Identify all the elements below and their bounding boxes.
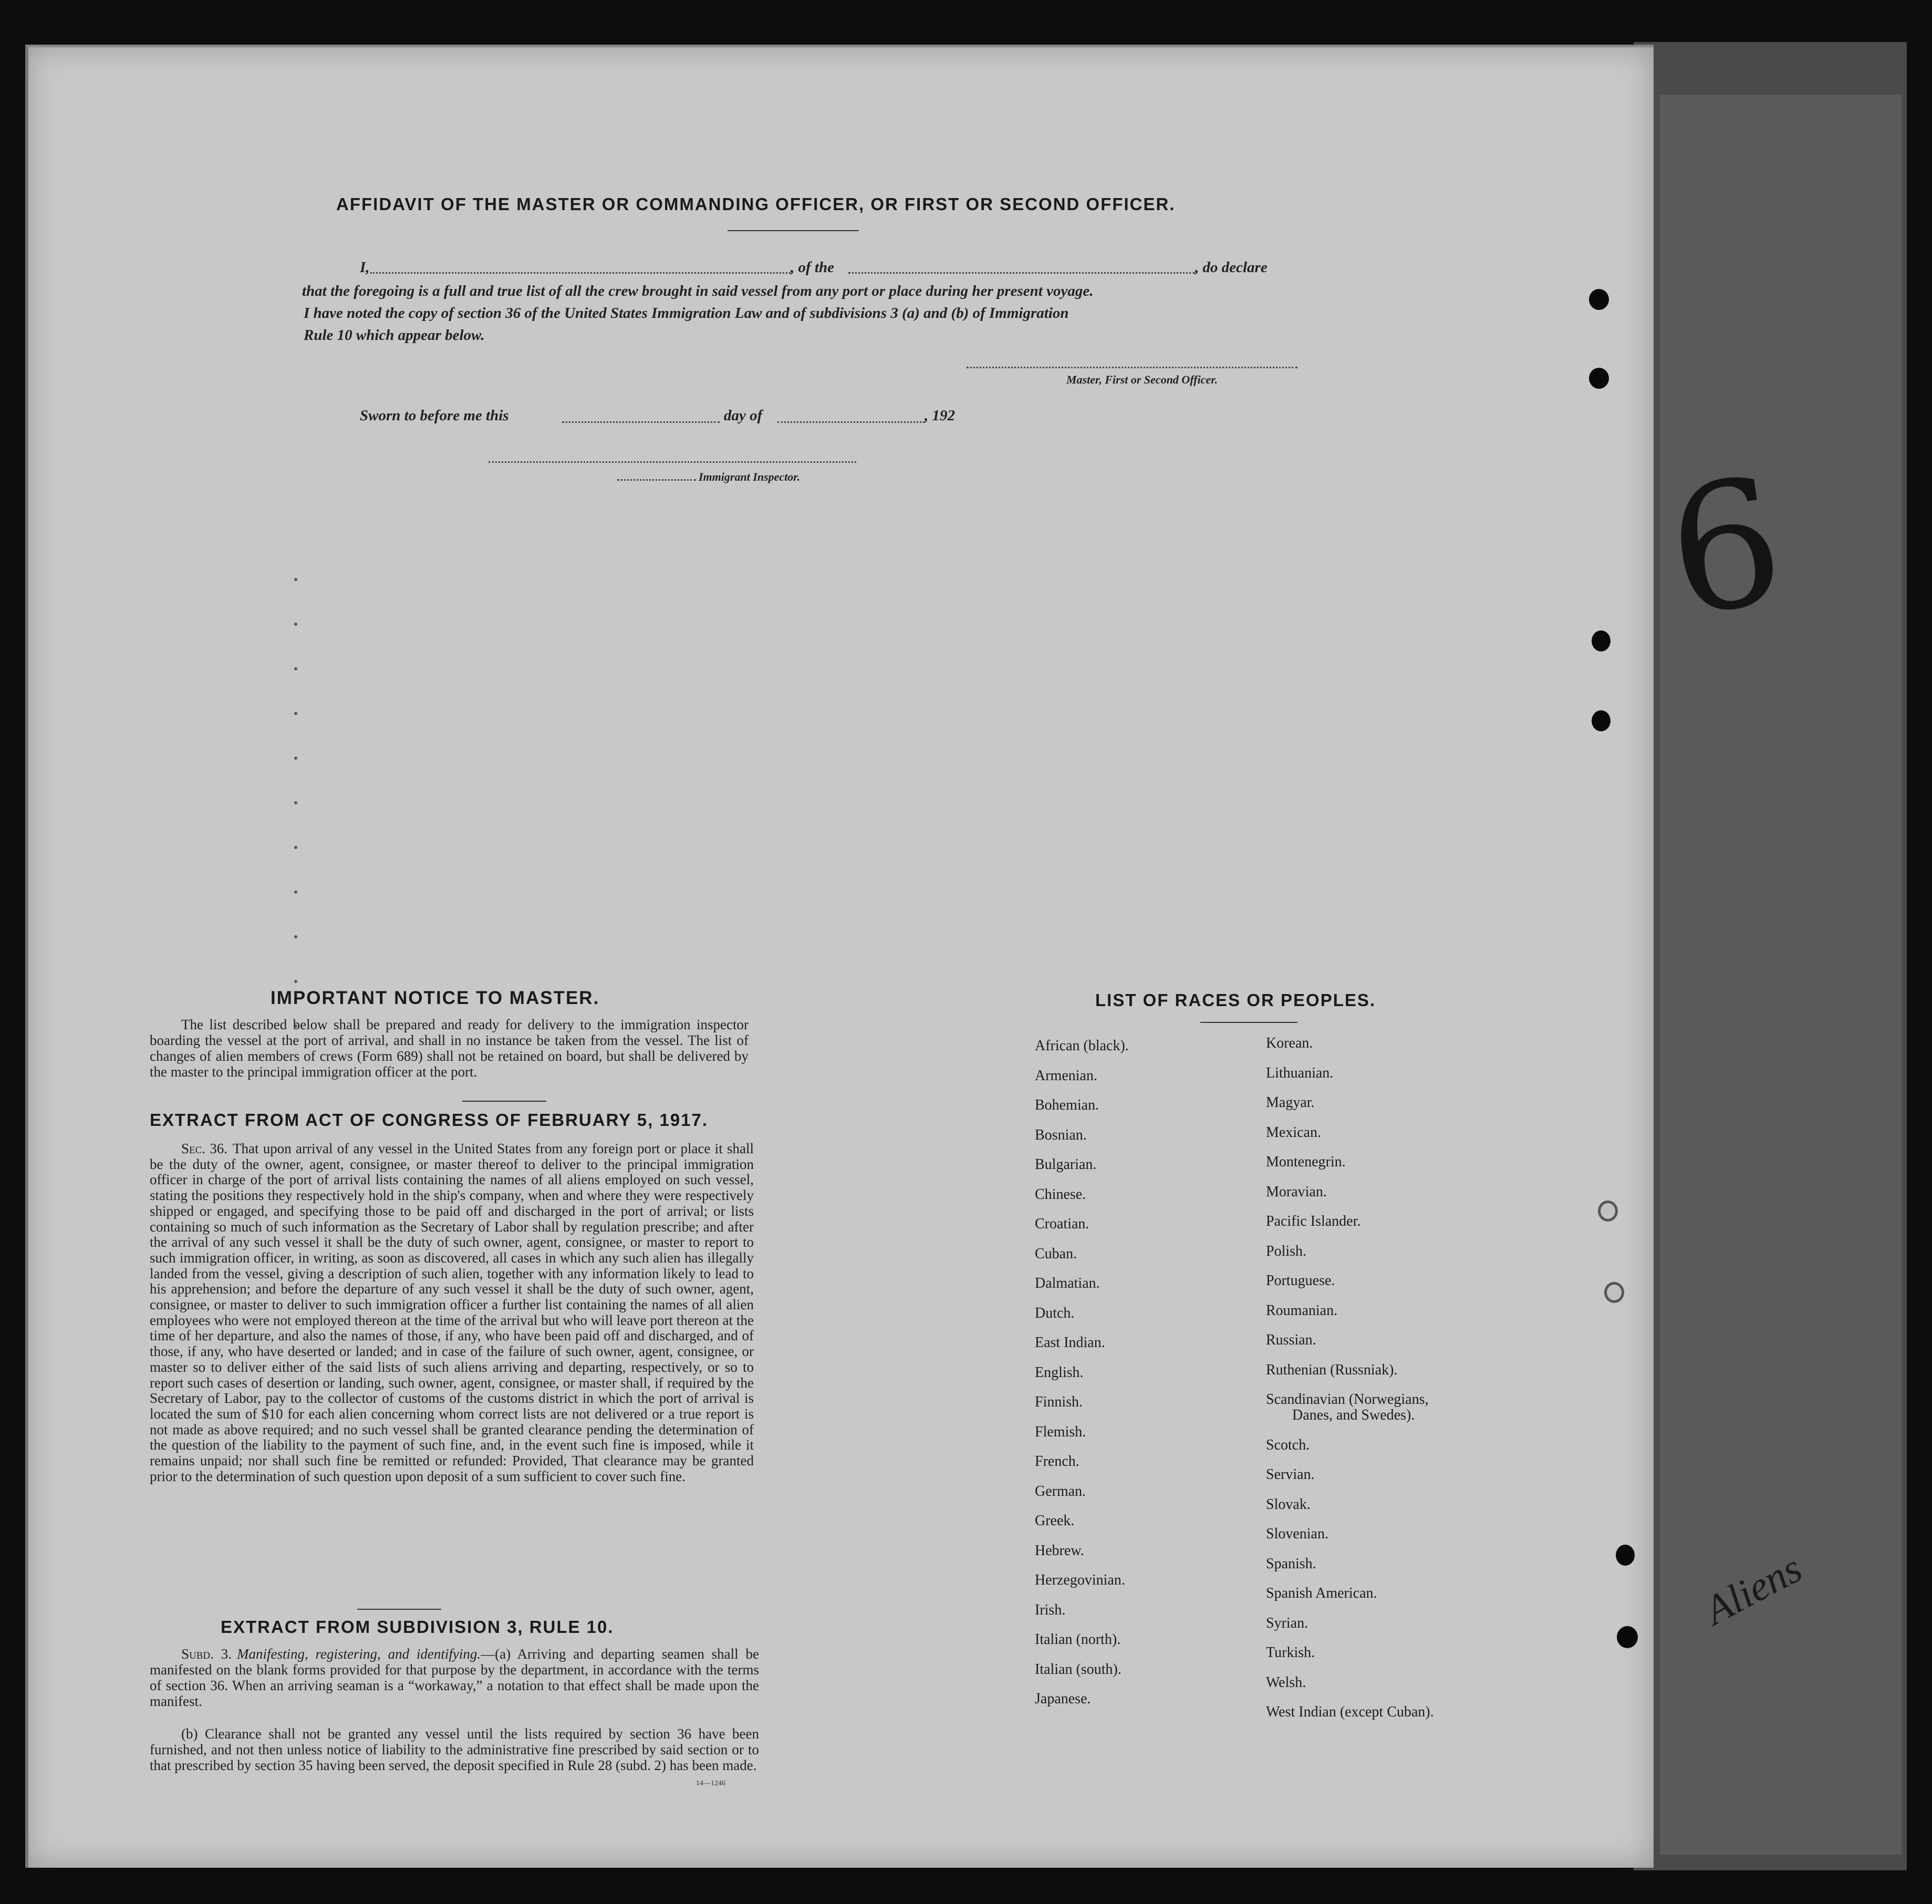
binder-hole: [1589, 289, 1609, 310]
subd-heading: Manifesting, registering, and identifying.: [236, 1646, 481, 1662]
rule-para-a: [150, 1646, 759, 1709]
binder-hole: [1617, 1626, 1638, 1648]
do-declare-label: , do declare: [1195, 259, 1268, 276]
race-item: German.: [1035, 1483, 1086, 1499]
notice-divider: [462, 1101, 546, 1102]
affidavit-line-1: that the foregoing is a full and true list of all the crew brought in said vessel from any port or place during her present voyage.: [302, 283, 1094, 299]
month-blank: [777, 421, 925, 423]
races-left-column: [1035, 1038, 1129, 1721]
race-item: Portuguese.: [1266, 1272, 1335, 1289]
affidavit-i-label: I,: [360, 259, 370, 276]
name-blank: [370, 272, 791, 274]
binder-hole: [1616, 1545, 1635, 1566]
binder-hole: [1589, 368, 1609, 389]
form-number: 14—1246: [696, 1779, 725, 1787]
race-item: Pacific Islander.: [1266, 1213, 1361, 1229]
race-item: Greek.: [1035, 1513, 1075, 1529]
race-item: Italian (south).: [1035, 1661, 1121, 1678]
notice-body: The list described below shall be prepared and ready for delivery to the immigration inspector boarding the vessel at the port of arrival, and shall in no instance be taken from the vessel. The list of changes of alien members of crews (Form 689) shall not be retained on board, but shall be delivered by the master to the principal immigration officer at the port.: [150, 1017, 749, 1080]
race-item: Korean.: [1266, 1035, 1313, 1051]
sec-label: Sec. 36.: [181, 1141, 228, 1156]
race-item: Dalmatian.: [1035, 1275, 1100, 1291]
day-blank: [562, 421, 720, 423]
race-item: Ruthenian (Russniak).: [1266, 1361, 1398, 1378]
extract-rule-title: EXTRACT FROM SUBDIVISION 3, RULE 10.: [221, 1617, 614, 1637]
race-item: Slovenian.: [1266, 1526, 1328, 1542]
sec-body: That upon arrival of any vessel in the United States from any foreign port or place it shall be the duty of the owner, agent, consignee, or master thereof to deliver to the principal immigration officer in charge of the port of arrival lists containing the names of all aliens employed on such vessel, stating the positions they respectively hold in the ship's company, when and where they were respectively shipped or engaged, and specifying those to be paid off and discharged in the port of arrival; or lists containing so much of such information as the Secretary of Labor shall by regulation prescribe; and after the arrival of any such vessel it shall be the duty of such owner, agent, consignee, or master to report to such immigration officer, in writing, as soon as discovered, all cases in which any such alien has illegally landed from the vessel, giving a description of such alien, together with any information likely to lead to his apprehension; and before the departure of any such vessel it shall be the duty of such owner, agent, consignee, or master to deliver to such immigration officer a further list containing the names of all alien employees who were not employed thereon at the time of the arrival but who will leave port thereon at the time of her departure, and also the names of those, if any, who have been paid off and discharged, and of those, if any, who have deserted or landed; and in case of the failure of such owner, agent, consignee, or master so to deliver either of the said lists of such aliens arriving and departing, respectively, or so to report such cases of desertion or landing, such owner, agent, consignee, or master shall, if required by the Secretary of Labor, pay to the collector of customs of the customs district in which the port of arrival is located the sum of $10 for each alien concerning whom correct lists are not delivered or a true report is not made as above required; and no such vessel shall be granted clearance pending the determination of the question of the liability to the payment of such fine, and, in the event such fine is imposed, while it remains unpaid; nor shall such fine be remitted or refunded: Provided, That clearance may be granted prior to the determination of such question upon deposit of a sum sufficient to cover such fine.: [150, 1141, 754, 1484]
race-item: Danes, and Swedes).: [1292, 1407, 1415, 1423]
act-divider: [357, 1609, 441, 1610]
inspector-signature-line-2: [617, 479, 696, 481]
subd-para-a: —(a) Arriving and departing seamen shall be manifested on the blank forms provided for that purpose by the department, in accordance with the terms of section 36. When an arriving seaman is a “workaway,” a notation to that effect shall be made upon the manifest.: [150, 1646, 759, 1709]
affidavit-line-3: Rule 10 which appear below.: [304, 327, 485, 344]
race-item: Magyar.: [1266, 1094, 1315, 1111]
race-item: Chinese.: [1035, 1186, 1086, 1203]
race-item: Turkish.: [1266, 1644, 1315, 1661]
race-item: Hebrew.: [1035, 1542, 1084, 1559]
race-item: Russian.: [1266, 1332, 1316, 1348]
race-item: Scotch.: [1266, 1436, 1310, 1453]
race-item: Armenian.: [1035, 1067, 1097, 1084]
section-36-text: [150, 1141, 754, 1484]
race-item: Welsh.: [1266, 1674, 1306, 1691]
inspector-signature-line: [489, 461, 856, 463]
inspector-caption: Immigrant Inspector.: [699, 470, 801, 483]
binder-hole: [1592, 710, 1611, 731]
races-right-column: [1266, 1035, 1434, 1734]
race-item: East Indian.: [1035, 1334, 1105, 1351]
races-underline: [1200, 1022, 1297, 1023]
race-item: Flemish.: [1035, 1423, 1086, 1440]
rule-para-b: (b) Clearance shall not be granted any vessel until the lists required by section 36 have been furnished, and not then unless notice of liability to the administrative fine prescribed by said section or to that prescribed by section 35 having been served, the deposit specified in Rule 28 (subd. 2) has been made.: [150, 1726, 759, 1773]
race-item: Spanish.: [1266, 1555, 1316, 1572]
races-title: LIST OF RACES OR PEOPLES.: [1095, 990, 1376, 1010]
of-the-label: , of the: [791, 259, 834, 276]
vessel-blank: [848, 272, 1195, 274]
race-item: Herzegovinian.: [1035, 1572, 1125, 1588]
sworn-label: Sworn to before me this: [360, 407, 509, 424]
race-item: Dutch.: [1035, 1305, 1075, 1321]
extract-act-title: EXTRACT FROM ACT OF CONGRESS OF FEBRUARY 5, 1917.: [150, 1110, 709, 1130]
race-item: Croatian.: [1035, 1216, 1089, 1232]
binder-hole: [1592, 630, 1611, 651]
race-item: Lithuanian.: [1266, 1064, 1334, 1081]
title-underline: [728, 230, 859, 231]
race-item: Japanese.: [1035, 1691, 1091, 1707]
race-item: Montenegrin.: [1266, 1154, 1346, 1170]
notice-title: IMPORTANT NOTICE TO MASTER.: [271, 988, 600, 1008]
race-item: Polish.: [1266, 1243, 1307, 1259]
binder-ring: [1598, 1201, 1618, 1222]
race-item: Italian (north).: [1035, 1631, 1121, 1648]
race-item: Roumanian.: [1266, 1302, 1338, 1319]
race-item: Bohemian.: [1035, 1097, 1099, 1113]
race-item: Mexican.: [1266, 1124, 1321, 1141]
race-item: Spanish American.: [1266, 1585, 1377, 1601]
race-item: African (black).: [1035, 1038, 1129, 1054]
handwritten-sheet-number: 6: [1657, 440, 1794, 655]
race-item: French.: [1035, 1453, 1079, 1470]
binder-ring: [1604, 1282, 1624, 1303]
affidavit-line-2: I have noted the copy of section 36 of the United States Immigration Law and of subdivisions 3 (a) and (b) of Immigration: [304, 305, 1069, 322]
master-signature-line: [967, 367, 1297, 368]
race-item: Finnish.: [1035, 1394, 1083, 1410]
affidavit-title: AFFIDAVIT OF THE MASTER OR COMMANDING OFFICER, OR FIRST OR SECOND OFFICER.: [336, 194, 1176, 214]
race-item: Slovak.: [1266, 1496, 1311, 1513]
day-of-label: day of: [724, 407, 763, 424]
race-item: Syrian.: [1266, 1615, 1308, 1631]
year-label: , 192: [925, 407, 955, 424]
race-item: West Indian (except Cuban).: [1266, 1704, 1434, 1720]
race-item: Irish.: [1035, 1601, 1066, 1618]
race-item: Bosnian.: [1035, 1126, 1087, 1143]
race-item: Cuban.: [1035, 1245, 1077, 1262]
race-item: Scandinavian (Norwegians,: [1266, 1391, 1429, 1408]
race-item: English.: [1035, 1364, 1084, 1381]
subd-label: Subd. 3.: [181, 1646, 232, 1662]
race-item: Bulgarian.: [1035, 1156, 1097, 1173]
handwritten-margin-note: Aliens: [1697, 1545, 1809, 1633]
race-item: Moravian.: [1266, 1183, 1327, 1200]
master-caption: Master, First or Second Officer.: [1066, 373, 1218, 386]
race-item: Servian.: [1266, 1466, 1315, 1483]
